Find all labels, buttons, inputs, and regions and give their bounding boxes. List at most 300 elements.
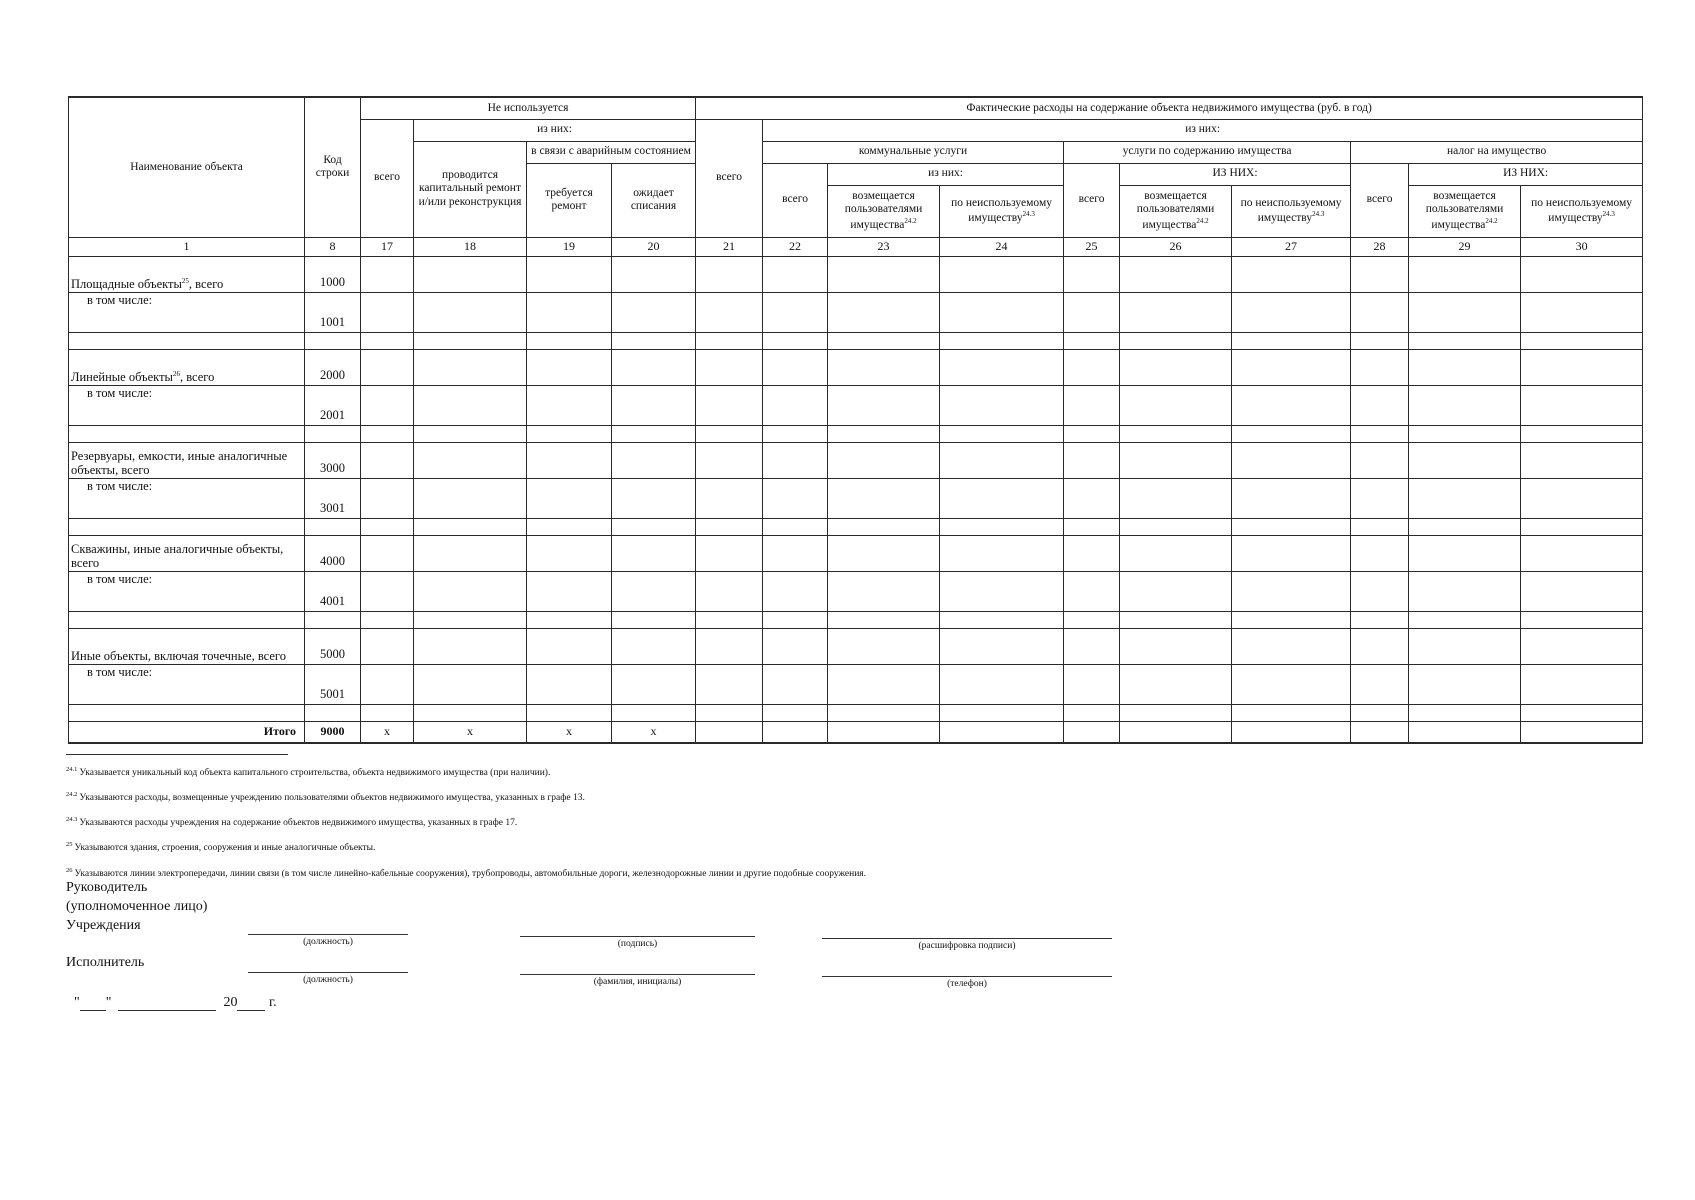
- header-tax-total: всего: [1351, 163, 1409, 237]
- data-cell[interactable]: [1409, 385, 1521, 425]
- data-cell[interactable]: [763, 535, 828, 571]
- in-that-label: в том числе:: [69, 385, 305, 425]
- executor-position-caption: (должность): [303, 975, 353, 985]
- data-cell[interactable]: [612, 425, 696, 442]
- data-cell[interactable]: [1120, 349, 1232, 385]
- data-cell[interactable]: [361, 535, 414, 571]
- data-cell[interactable]: [414, 628, 527, 664]
- data-cell[interactable]: [940, 628, 1064, 664]
- property-expenses-table: [68, 96, 1643, 744]
- row-code: 3000: [305, 442, 361, 478]
- data-cell[interactable]: [527, 442, 612, 478]
- data-cell[interactable]: [1409, 518, 1521, 535]
- data-cell[interactable]: [361, 332, 414, 349]
- column-number: 24: [940, 237, 1064, 256]
- data-cell[interactable]: [1521, 535, 1643, 571]
- data-cell[interactable]: [612, 478, 696, 518]
- column-number: 20: [612, 237, 696, 256]
- data-cell[interactable]: [696, 256, 763, 292]
- data-cell[interactable]: [1232, 442, 1351, 478]
- data-cell[interactable]: [527, 571, 612, 611]
- data-cell[interactable]: [612, 332, 696, 349]
- data-cell[interactable]: [612, 571, 696, 611]
- data-cell[interactable]: [763, 332, 828, 349]
- head-decoding-line[interactable]: [822, 938, 1112, 939]
- data-cell[interactable]: [763, 349, 828, 385]
- header-emergency-state: в связи с аварийным состоянием: [527, 141, 696, 163]
- data-cell[interactable]: [940, 478, 1064, 518]
- header-awaiting-write-off: ожидает списания: [612, 163, 696, 237]
- data-cell[interactable]: [361, 256, 414, 292]
- head-signature-line[interactable]: [520, 936, 755, 937]
- data-cell[interactable]: [1232, 664, 1351, 704]
- data-cell[interactable]: [1351, 442, 1409, 478]
- table-row: [69, 332, 1643, 349]
- column-number: 21: [696, 237, 763, 256]
- data-cell[interactable]: [1232, 704, 1351, 721]
- data-cell[interactable]: [612, 442, 696, 478]
- data-cell[interactable]: [612, 292, 696, 332]
- data-cell[interactable]: [414, 518, 527, 535]
- data-cell[interactable]: [361, 611, 414, 628]
- data-cell[interactable]: [940, 425, 1064, 442]
- data-cell[interactable]: [1120, 628, 1232, 664]
- data-cell[interactable]: [1409, 535, 1521, 571]
- object-name-text: Площадные объекты: [71, 277, 182, 292]
- row-code: 1000: [305, 256, 361, 292]
- total-x-mark: х: [612, 721, 696, 743]
- head-title-line3: Учреждения: [66, 918, 141, 933]
- data-cell[interactable]: [527, 332, 612, 349]
- data-cell[interactable]: [612, 349, 696, 385]
- data-cell[interactable]: [527, 535, 612, 571]
- data-cell[interactable]: [763, 256, 828, 292]
- footnote: $^{26}$ Указываются линии электропередачи, линии связи (в том числе линейно-кабельные сооружения), трубопроводы, автомобильные дороги, железнодорожные линии и другие подобные сооружения.: [66, 866, 867, 879]
- object-name: [69, 518, 305, 535]
- data-cell[interactable]: [940, 611, 1064, 628]
- data-cell[interactable]: [1409, 628, 1521, 664]
- data-cell[interactable]: [763, 478, 828, 518]
- data-cell[interactable]: [1232, 256, 1351, 292]
- data-cell[interactable]: [1232, 611, 1351, 628]
- data-cell[interactable]: [1351, 256, 1409, 292]
- data-cell[interactable]: [1409, 332, 1521, 349]
- data-cell[interactable]: [828, 256, 940, 292]
- data-cell[interactable]: [1120, 664, 1232, 704]
- data-cell[interactable]: [763, 385, 828, 425]
- data-cell[interactable]: [696, 332, 763, 349]
- total-cell[interactable]: [696, 721, 763, 743]
- data-cell[interactable]: [1521, 332, 1643, 349]
- data-cell[interactable]: [696, 571, 763, 611]
- data-cell[interactable]: [1064, 478, 1120, 518]
- object-name: [69, 332, 305, 349]
- data-cell[interactable]: [696, 664, 763, 704]
- table-row: [69, 704, 1643, 721]
- data-cell[interactable]: [1120, 442, 1232, 478]
- data-cell[interactable]: [1064, 535, 1120, 571]
- column-number: 27: [1232, 237, 1351, 256]
- data-cell[interactable]: [361, 628, 414, 664]
- table-header: [69, 97, 1643, 237]
- data-cell[interactable]: [828, 332, 940, 349]
- total-cell[interactable]: [828, 721, 940, 743]
- column-number: 22: [763, 237, 828, 256]
- data-cell[interactable]: [763, 518, 828, 535]
- footnote: $^{25}$ Указываются здания, строения, сооружения и иные аналогичные объекты.: [66, 841, 376, 854]
- in-that-label: в том числе:: [69, 664, 305, 704]
- data-cell[interactable]: [940, 704, 1064, 721]
- total-cell[interactable]: [940, 721, 1064, 743]
- data-cell[interactable]: [1351, 332, 1409, 349]
- data-cell[interactable]: [763, 611, 828, 628]
- head-position-line[interactable]: [248, 934, 408, 935]
- data-cell[interactable]: [1232, 571, 1351, 611]
- executor-position-line[interactable]: [248, 972, 408, 973]
- header-tax-reimbursed: возмещается пользователями имущества$^{24.2}$: [1409, 185, 1521, 237]
- data-cell[interactable]: [612, 256, 696, 292]
- data-cell[interactable]: [1521, 628, 1643, 664]
- data-cell[interactable]: [1064, 292, 1120, 332]
- data-cell[interactable]: [414, 664, 527, 704]
- data-cell[interactable]: [361, 571, 414, 611]
- executor-phone-caption: (телефон): [947, 979, 987, 989]
- header-utilities-of-which: из них:: [828, 163, 1064, 185]
- data-cell[interactable]: [1064, 611, 1120, 628]
- data-cell[interactable]: [1351, 349, 1409, 385]
- data-cell[interactable]: [1064, 332, 1120, 349]
- data-cell[interactable]: [763, 425, 828, 442]
- data-cell[interactable]: [940, 442, 1064, 478]
- data-cell[interactable]: [1409, 704, 1521, 721]
- year-blank[interactable]: [237, 998, 265, 1011]
- total-cell[interactable]: [1232, 721, 1351, 743]
- data-cell[interactable]: [828, 478, 940, 518]
- data-cell[interactable]: [940, 535, 1064, 571]
- data-cell[interactable]: [527, 292, 612, 332]
- data-cell[interactable]: [1232, 628, 1351, 664]
- header-unused-total: всего: [361, 119, 414, 237]
- data-cell[interactable]: [1351, 478, 1409, 518]
- data-cell[interactable]: [1409, 664, 1521, 704]
- data-cell[interactable]: [696, 478, 763, 518]
- column-number: 30: [1521, 237, 1643, 256]
- data-cell[interactable]: [1064, 518, 1120, 535]
- table-row: [69, 628, 1643, 664]
- data-cell[interactable]: [763, 628, 828, 664]
- total-cell[interactable]: [763, 721, 828, 743]
- data-cell[interactable]: [1521, 442, 1643, 478]
- data-cell[interactable]: [1120, 385, 1232, 425]
- data-cell[interactable]: [612, 704, 696, 721]
- data-cell[interactable]: [1232, 518, 1351, 535]
- object-name-text: Иные объекты, включая точечные, всего: [71, 649, 286, 664]
- data-cell[interactable]: [1120, 611, 1232, 628]
- row-code: 2000: [305, 349, 361, 385]
- data-cell[interactable]: [1521, 704, 1643, 721]
- object-name: [69, 611, 305, 628]
- data-cell[interactable]: [696, 518, 763, 535]
- header-tax-of-which: ИЗ НИХ:: [1409, 163, 1643, 185]
- table-row: [69, 478, 1643, 518]
- data-cell[interactable]: [1409, 571, 1521, 611]
- data-cell[interactable]: [1064, 628, 1120, 664]
- data-cell[interactable]: [1120, 571, 1232, 611]
- data-cell[interactable]: [763, 292, 828, 332]
- data-cell[interactable]: [1120, 535, 1232, 571]
- data-cell[interactable]: [612, 664, 696, 704]
- data-cell[interactable]: [696, 535, 763, 571]
- table-row: [69, 535, 1643, 571]
- data-cell[interactable]: [414, 704, 527, 721]
- data-cell[interactable]: [1409, 478, 1521, 518]
- data-cell[interactable]: [361, 442, 414, 478]
- data-cell[interactable]: [1120, 256, 1232, 292]
- head-title-line1: Руководитель: [66, 880, 148, 895]
- footnote: $^{24.3}$ Указываются расходы учреждения на содержание объектов недвижимого имущества, указанных в графе 17.: [66, 816, 518, 829]
- row-code: 4001: [305, 571, 361, 611]
- data-cell[interactable]: [828, 571, 940, 611]
- data-cell[interactable]: [1521, 425, 1643, 442]
- data-cell[interactable]: [828, 535, 940, 571]
- object-name: [69, 349, 305, 385]
- data-cell[interactable]: [696, 349, 763, 385]
- data-cell[interactable]: [1521, 385, 1643, 425]
- table-row: [69, 256, 1643, 292]
- total-x-mark: х: [527, 721, 612, 743]
- data-cell[interactable]: [940, 292, 1064, 332]
- object-name-suffix: , всего: [188, 277, 224, 292]
- data-cell[interactable]: [612, 611, 696, 628]
- month-blank[interactable]: [118, 998, 216, 1011]
- data-cell[interactable]: [1521, 664, 1643, 704]
- data-cell[interactable]: [828, 628, 940, 664]
- header-utilities-unused: по неиспользуемому имуществу$^{24.3}$: [940, 185, 1064, 237]
- data-cell[interactable]: [361, 664, 414, 704]
- data-cell[interactable]: [696, 628, 763, 664]
- data-cell[interactable]: [828, 385, 940, 425]
- total-cell[interactable]: [1351, 721, 1409, 743]
- table-row: [69, 385, 1643, 425]
- data-cell[interactable]: [1120, 332, 1232, 349]
- data-cell[interactable]: [527, 611, 612, 628]
- data-cell[interactable]: [612, 518, 696, 535]
- header-capital-repair: проводится капитальный ремонт и/или реконструкция: [414, 141, 527, 237]
- data-cell[interactable]: [414, 292, 527, 332]
- row-code: 2001: [305, 385, 361, 425]
- data-cell[interactable]: [828, 425, 940, 442]
- data-cell[interactable]: [1232, 292, 1351, 332]
- column-number: 1: [69, 237, 305, 256]
- header-repair-required: требуется ремонт: [527, 163, 612, 237]
- data-cell[interactable]: [527, 478, 612, 518]
- column-number: 28: [1351, 237, 1409, 256]
- header-maintenance-reimbursed: возмещается пользователями имущества$^{24.2}$: [1120, 185, 1232, 237]
- data-cell[interactable]: [1409, 256, 1521, 292]
- data-cell[interactable]: [1120, 425, 1232, 442]
- data-cell[interactable]: [696, 704, 763, 721]
- data-cell[interactable]: [828, 349, 940, 385]
- data-cell[interactable]: [414, 478, 527, 518]
- data-cell[interactable]: [414, 385, 527, 425]
- data-cell[interactable]: [361, 349, 414, 385]
- data-cell[interactable]: [1064, 704, 1120, 721]
- data-cell[interactable]: [696, 425, 763, 442]
- data-cell[interactable]: [1120, 518, 1232, 535]
- data-cell[interactable]: [414, 535, 527, 571]
- table-body: [69, 237, 1643, 743]
- data-cell[interactable]: [1351, 425, 1409, 442]
- executor-phone-line[interactable]: [822, 976, 1112, 977]
- data-cell[interactable]: [828, 442, 940, 478]
- data-cell[interactable]: [1351, 611, 1409, 628]
- data-cell[interactable]: [1064, 664, 1120, 704]
- total-x-mark: х: [361, 721, 414, 743]
- data-cell[interactable]: [828, 611, 940, 628]
- data-cell[interactable]: [414, 349, 527, 385]
- column-number: 25: [1064, 237, 1120, 256]
- data-cell[interactable]: [361, 704, 414, 721]
- data-cell[interactable]: [1409, 442, 1521, 478]
- header-actual-expenses: Фактические расходы на содержание объекта недвижимого имущества (руб. в год): [696, 97, 1643, 119]
- data-cell[interactable]: [1120, 292, 1232, 332]
- data-cell[interactable]: [1232, 478, 1351, 518]
- data-cell[interactable]: [940, 571, 1064, 611]
- data-cell[interactable]: [1521, 518, 1643, 535]
- data-cell[interactable]: [940, 518, 1064, 535]
- column-number-row: [69, 237, 1643, 256]
- data-cell[interactable]: [1351, 535, 1409, 571]
- data-cell[interactable]: [414, 332, 527, 349]
- data-cell[interactable]: [1064, 442, 1120, 478]
- data-cell[interactable]: [696, 442, 763, 478]
- data-cell[interactable]: [414, 611, 527, 628]
- data-cell[interactable]: [414, 425, 527, 442]
- data-cell[interactable]: [612, 535, 696, 571]
- data-cell[interactable]: [1409, 292, 1521, 332]
- data-cell[interactable]: [940, 256, 1064, 292]
- data-cell[interactable]: [527, 349, 612, 385]
- header-utilities-total: всего: [763, 163, 828, 237]
- data-cell[interactable]: [414, 442, 527, 478]
- data-cell[interactable]: [940, 332, 1064, 349]
- data-cell[interactable]: [1521, 349, 1643, 385]
- data-cell[interactable]: [763, 664, 828, 704]
- data-cell[interactable]: [763, 442, 828, 478]
- data-cell[interactable]: [1232, 385, 1351, 425]
- data-cell[interactable]: [696, 611, 763, 628]
- footnote-ref: 26: [172, 369, 180, 378]
- data-cell[interactable]: [361, 425, 414, 442]
- table-row: [69, 442, 1643, 478]
- in-that-label: в том числе:: [69, 478, 305, 518]
- data-cell[interactable]: [527, 628, 612, 664]
- data-cell[interactable]: [763, 704, 828, 721]
- data-cell[interactable]: [828, 518, 940, 535]
- data-cell[interactable]: [940, 664, 1064, 704]
- data-cell[interactable]: [527, 704, 612, 721]
- data-cell[interactable]: [612, 385, 696, 425]
- data-cell[interactable]: [527, 256, 612, 292]
- data-cell[interactable]: [1120, 704, 1232, 721]
- data-cell[interactable]: [1409, 425, 1521, 442]
- data-cell[interactable]: [1120, 478, 1232, 518]
- executor-name-caption: (фамилия, инициалы): [593, 977, 682, 987]
- data-cell[interactable]: [1232, 349, 1351, 385]
- data-cell[interactable]: [361, 478, 414, 518]
- data-cell[interactable]: [696, 292, 763, 332]
- data-cell[interactable]: [1351, 518, 1409, 535]
- data-cell[interactable]: [1521, 256, 1643, 292]
- data-cell[interactable]: [361, 518, 414, 535]
- data-cell[interactable]: [1351, 628, 1409, 664]
- data-cell[interactable]: [414, 571, 527, 611]
- data-cell[interactable]: [828, 664, 940, 704]
- data-cell[interactable]: [612, 628, 696, 664]
- total-cell[interactable]: [1521, 721, 1643, 743]
- data-cell[interactable]: [1351, 292, 1409, 332]
- row-code: 5001: [305, 664, 361, 704]
- total-cell[interactable]: [1120, 721, 1232, 743]
- data-cell[interactable]: [1521, 611, 1643, 628]
- data-cell[interactable]: [414, 256, 527, 292]
- column-number: 26: [1120, 237, 1232, 256]
- day-blank[interactable]: [80, 998, 106, 1011]
- column-number: 18: [414, 237, 527, 256]
- header-tax-unused: по неиспользуемому имуществу$^{24.3}$: [1521, 185, 1643, 237]
- data-cell[interactable]: [527, 518, 612, 535]
- data-cell[interactable]: [1064, 256, 1120, 292]
- data-cell[interactable]: [361, 385, 414, 425]
- data-cell[interactable]: [1064, 425, 1120, 442]
- total-cell[interactable]: [1409, 721, 1521, 743]
- data-cell[interactable]: [763, 571, 828, 611]
- executor-name-line[interactable]: [520, 974, 755, 975]
- data-cell[interactable]: [1351, 571, 1409, 611]
- data-cell[interactable]: [1521, 292, 1643, 332]
- data-cell[interactable]: [828, 292, 940, 332]
- data-cell[interactable]: [1351, 704, 1409, 721]
- data-cell[interactable]: [1351, 385, 1409, 425]
- data-cell[interactable]: [828, 704, 940, 721]
- data-cell[interactable]: [1232, 535, 1351, 571]
- data-cell[interactable]: [1232, 425, 1351, 442]
- data-cell[interactable]: [940, 385, 1064, 425]
- data-cell[interactable]: [1064, 385, 1120, 425]
- data-cell[interactable]: [1521, 571, 1643, 611]
- total-x-mark: х: [414, 721, 527, 743]
- header-utilities-reimbursed: возмещается пользователями имущества$^{24.2}$: [828, 185, 940, 237]
- data-cell[interactable]: [1409, 349, 1521, 385]
- data-cell[interactable]: [527, 385, 612, 425]
- data-cell[interactable]: [1409, 611, 1521, 628]
- total-row: [69, 721, 1643, 743]
- data-cell[interactable]: [1232, 332, 1351, 349]
- data-cell[interactable]: [527, 425, 612, 442]
- data-cell[interactable]: [1521, 478, 1643, 518]
- data-cell[interactable]: [527, 664, 612, 704]
- data-cell[interactable]: [1064, 349, 1120, 385]
- data-cell[interactable]: [1351, 664, 1409, 704]
- row-code: 5000: [305, 628, 361, 664]
- data-cell[interactable]: [696, 385, 763, 425]
- header-maintenance-of-which: ИЗ НИХ:: [1120, 163, 1351, 185]
- data-cell[interactable]: [1064, 571, 1120, 611]
- data-cell[interactable]: [940, 349, 1064, 385]
- total-cell[interactable]: [1064, 721, 1120, 743]
- data-cell[interactable]: [361, 292, 414, 332]
- table-row: [69, 611, 1643, 628]
